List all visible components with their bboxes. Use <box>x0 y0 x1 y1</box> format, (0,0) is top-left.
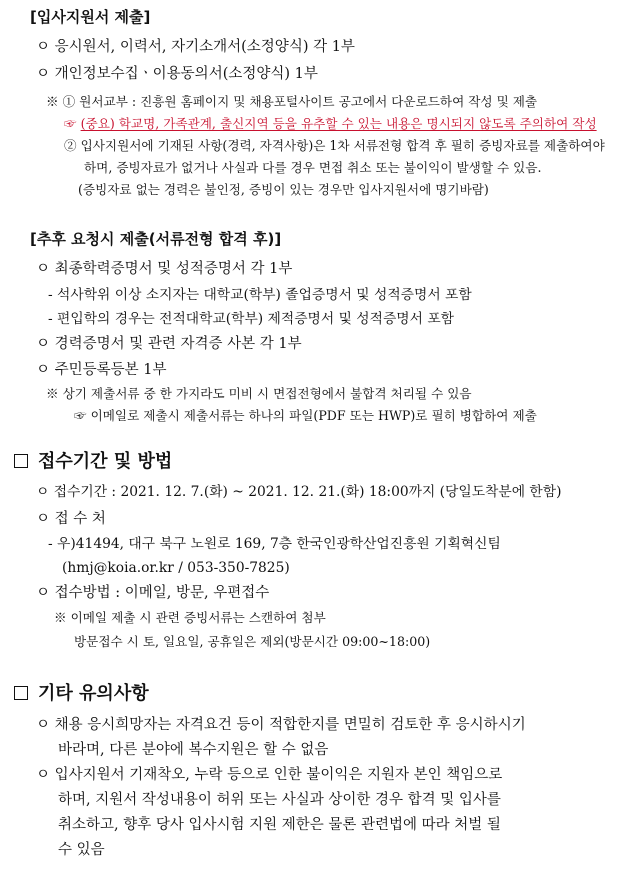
section-heading-reception <box>14 453 172 471</box>
list-item: ㅇ 경력증명서 및 관련 자격증 사본 각 1부 <box>36 336 302 352</box>
list-item: ㅇ 입사지원서 기재착오, 누락 등으로 인한 불이익은 지원자 본인 책임으로 <box>36 767 503 783</box>
warning-text: (중요) 학교명, 가족관계, 출신지역 등을 유추할 수 있는 내용은 명시되지 않도록 주의하여 작성 <box>80 116 597 131</box>
list-subitem: - 편입학의 경우는 전적대학교(학부) 제적증명서 및 성적증명서 포함 <box>48 311 454 327</box>
pointing-hand-icon: ☞ <box>64 116 81 131</box>
section-heading-notes <box>14 685 149 703</box>
note-line: ※ ① 원서교부 : 진흥원 홈페이지 및 채용포털사이트 공고에서 다운로드하여 작성 및 제출 <box>46 94 538 109</box>
list-item: ㅇ 접수기간 : 2021. 12. 7.(화) ~ 2021. 12. 21.(화) 18:00까지 (당일도착분에 한함) <box>36 484 562 500</box>
list-item: ㅇ 주민등록등본 1부 <box>36 362 167 378</box>
list-item: ㅇ 응시원서, 이력서, 자기소개서(소정양식) 각 1부 <box>36 39 355 55</box>
list-item: ㅇ 접수방법 : 이메일, 방문, 우편접수 <box>36 585 270 601</box>
section-heading-later-submission: [추후 요청시 제출(서류전형 합격 후)] <box>30 230 282 248</box>
list-item: ㅇ 접 수 처 <box>36 511 106 527</box>
list-subitem: - 석사학위 이상 소지자는 대학교(학부) 졸업증명서 및 성적증명서 포함 <box>48 287 472 303</box>
list-item: ㅇ 채용 응시희망자는 자격요건 등이 적합한지를 면밀히 검토한 후 응시하시기 <box>36 717 526 733</box>
list-item: ㅇ 개인정보수집ㆍ이용동의서(소정양식) 1부 <box>36 66 318 82</box>
section-heading-text: 기타 유의사항 <box>38 683 149 704</box>
note-line: ☞ 이메일로 제출시 제출서류는 하나의 파일(PDF 또는 HWP)로 필히 병합하여 제출 <box>74 408 537 423</box>
section-heading-text: 접수기간 및 방법 <box>38 451 173 472</box>
square-bullet-icon <box>14 686 28 700</box>
list-item-continued: 취소하고, 향후 당사 입사시험 지원 제한은 물론 관련법에 따라 처벌 될 <box>58 817 501 833</box>
note-line: ② 입사지원서에 기재된 사항(경력, 자격사항)은 1차 서류전형 합격 후 필히 증빙자료를 제출하여야 <box>64 138 605 153</box>
contact-line: (hmj@koia.or.kr / 053-350-7825) <box>62 560 290 576</box>
list-item: ㅇ 최종학력증명서 및 성적증명서 각 1부 <box>36 261 293 277</box>
section-heading-application: [입사지원서 제출] <box>30 8 151 26</box>
note-line: ※ 이메일 제출 시 관련 증빙서류는 스캔하여 첨부 <box>54 610 326 625</box>
note-line: 하며, 증빙자료가 없거나 사실과 다를 경우 면접 취소 또는 불이익이 발생할 수 있음. <box>84 160 542 175</box>
warning-line <box>64 118 597 131</box>
list-item-continued: 하며, 지원서 작성내용이 허위 또는 사실과 상이한 경우 합격 및 입사를 <box>58 792 501 808</box>
square-bullet-icon <box>14 454 28 468</box>
note-line: ※ 상기 제출서류 중 한 가지라도 미비 시 면접전형에서 불합격 처리될 수 있음 <box>46 386 472 401</box>
note-line: (증빙자료 없는 경력은 불인정, 증빙이 있는 경우만 입사지원서에 명기바람) <box>78 182 489 197</box>
list-item-continued: 수 있음 <box>58 842 105 858</box>
note-line: 방문접수 시 토, 일요일, 공휴일은 제외(방문시간 09:00~18:00) <box>74 634 431 649</box>
list-item-continued: 바라며, 다른 분야에 복수지원은 할 수 없음 <box>58 742 329 758</box>
address-line: - 우)41494, 대구 북구 노원로 169, 7층 한국인광학산업진흥원 기획혁신팀 <box>48 536 501 552</box>
